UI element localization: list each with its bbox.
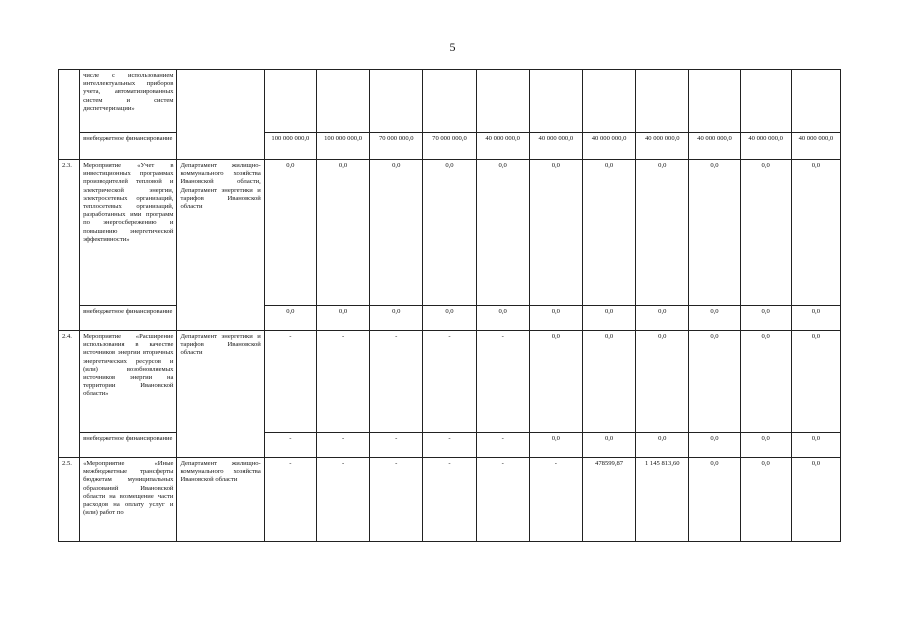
year-value-cell: 0,0: [740, 458, 791, 542]
year-value-cell: -: [370, 458, 423, 542]
year-value-cell: [264, 70, 316, 133]
year-value-cell: -: [476, 458, 529, 542]
funding-value-cell: 0,0: [423, 306, 476, 331]
funding-value-cell: 40 000 000,0: [740, 133, 791, 160]
funding-source-label: внебюджетное финансирование: [80, 306, 177, 331]
funding-value-cell: 0,0: [636, 433, 689, 458]
year-value-cell: 0,0: [740, 160, 791, 306]
row-number: [59, 70, 80, 160]
year-value-cell: -: [264, 458, 316, 542]
year-value-cell: [476, 70, 529, 133]
program-table: [58, 69, 841, 542]
year-value-cell: 0,0: [316, 160, 369, 306]
year-value-cell: 0,0: [791, 160, 840, 306]
responsible-department: Департамент энергетики и тарифов Ивановской области: [177, 331, 264, 458]
funding-value-cell: -: [264, 433, 316, 458]
year-value-cell: -: [423, 331, 476, 433]
year-value-cell: 0,0: [582, 331, 635, 433]
funding-value-cell: 0,0: [689, 306, 740, 331]
table-row: [59, 160, 841, 306]
page-number: 5: [449, 40, 456, 54]
year-value-cell: -: [316, 331, 369, 433]
funding-value-cell: 0,0: [316, 306, 369, 331]
year-value-cell: -: [264, 331, 316, 433]
year-value-cell: -: [476, 331, 529, 433]
funding-value-cell: 0,0: [529, 306, 582, 331]
funding-value-cell: 0,0: [740, 306, 791, 331]
year-value-cell: 0,0: [689, 160, 740, 306]
year-value-cell: 0,0: [689, 458, 740, 542]
funding-value-cell: 0,0: [476, 306, 529, 331]
year-value-cell: 0,0: [689, 331, 740, 433]
year-value-cell: 0,0: [370, 160, 423, 306]
year-value-cell: -: [316, 458, 369, 542]
activity-description: числе с использованием интеллектуальных приборов учета, автоматизированных систем и систем диспетчеризации»: [80, 70, 177, 133]
table-row: [59, 70, 841, 133]
year-value-cell: 0,0: [476, 160, 529, 306]
year-value-cell: [740, 70, 791, 133]
funding-value-cell: 0,0: [264, 306, 316, 331]
table-row: [59, 433, 841, 458]
funding-value-cell: 0,0: [740, 433, 791, 458]
funding-value-cell: 100 000 000,0: [316, 133, 369, 160]
funding-value-cell: 40 000 000,0: [476, 133, 529, 160]
year-value-cell: [529, 70, 582, 133]
year-value-cell: -: [423, 458, 476, 542]
table-row: [59, 331, 841, 433]
funding-value-cell: 40 000 000,0: [636, 133, 689, 160]
funding-value-cell: 0,0: [791, 306, 840, 331]
funding-value-cell: -: [370, 433, 423, 458]
funding-value-cell: 40 000 000,0: [529, 133, 582, 160]
table-row: [59, 133, 841, 160]
funding-value-cell: 0,0: [529, 433, 582, 458]
year-value-cell: 0,0: [529, 331, 582, 433]
responsible-department: Департамент жилищно-коммунального хозяйства Ивановской области: [177, 458, 264, 542]
funding-value-cell: -: [476, 433, 529, 458]
activity-description: Мероприятие «Учет в инвестиционных программах производителей тепловой и электрической энергии, электросетевых организаций, теплосетевых организаций, разработанных ими программ по энергосбережению и повышению энергетической эффективности»: [80, 160, 177, 306]
year-value-cell: 0,0: [423, 160, 476, 306]
funding-value-cell: 100 000 000,0: [264, 133, 316, 160]
year-value-cell: [791, 70, 840, 133]
funding-value-cell: 0,0: [582, 306, 635, 331]
funding-value-cell: 40 000 000,0: [689, 133, 740, 160]
year-value-cell: [316, 70, 369, 133]
funding-source-label: внебюджетное финансирование: [80, 433, 177, 458]
funding-value-cell: 70 000 000,0: [423, 133, 476, 160]
funding-source-label: внебюджетное финансирование: [80, 133, 177, 160]
year-value-cell: [423, 70, 476, 133]
funding-value-cell: 0,0: [791, 433, 840, 458]
year-value-cell: 478599,87: [582, 458, 635, 542]
year-value-cell: 0,0: [740, 331, 791, 433]
funding-value-cell: 0,0: [689, 433, 740, 458]
year-value-cell: 0,0: [791, 331, 840, 433]
year-value-cell: [582, 70, 635, 133]
year-value-cell: 0,0: [791, 458, 840, 542]
responsible-department: Департамент жилищно-коммунального хозяйства Ивановской области, Департамент энергетики и тарифов Ивановской области: [177, 160, 264, 331]
funding-value-cell: 70 000 000,0: [370, 133, 423, 160]
table-row: [59, 306, 841, 331]
funding-value-cell: 40 000 000,0: [791, 133, 840, 160]
year-value-cell: 1 145 813,60: [636, 458, 689, 542]
funding-value-cell: -: [423, 433, 476, 458]
year-value-cell: 0,0: [529, 160, 582, 306]
row-number: 2.5.: [59, 458, 80, 542]
responsible-department: [177, 70, 264, 160]
row-number: 2.3.: [59, 160, 80, 331]
funding-value-cell: 0,0: [370, 306, 423, 331]
year-value-cell: -: [370, 331, 423, 433]
funding-value-cell: 40 000 000,0: [582, 133, 635, 160]
year-value-cell: [689, 70, 740, 133]
funding-value-cell: -: [316, 433, 369, 458]
year-value-cell: [370, 70, 423, 133]
funding-value-cell: 0,0: [636, 306, 689, 331]
year-value-cell: -: [529, 458, 582, 542]
activity-description: «Мероприятие «Иные межбюджетные трансферты бюджетам муниципальных образований Ивановской области на возмещение части расходов на оплату услуг и (или) работ по: [80, 458, 177, 542]
activity-description: Мероприятие «Расширение использования в качестве источников энергии вторичных энергетических ресурсов и (или) возобновляемых источников энергии на территории Ивановской области»: [80, 331, 177, 433]
year-value-cell: 0,0: [264, 160, 316, 306]
year-value-cell: [636, 70, 689, 133]
funding-value-cell: 0,0: [582, 433, 635, 458]
year-value-cell: 0,0: [636, 331, 689, 433]
row-number: 2.4.: [59, 331, 80, 458]
year-value-cell: 0,0: [636, 160, 689, 306]
year-value-cell: 0,0: [582, 160, 635, 306]
table-row: [59, 458, 841, 542]
